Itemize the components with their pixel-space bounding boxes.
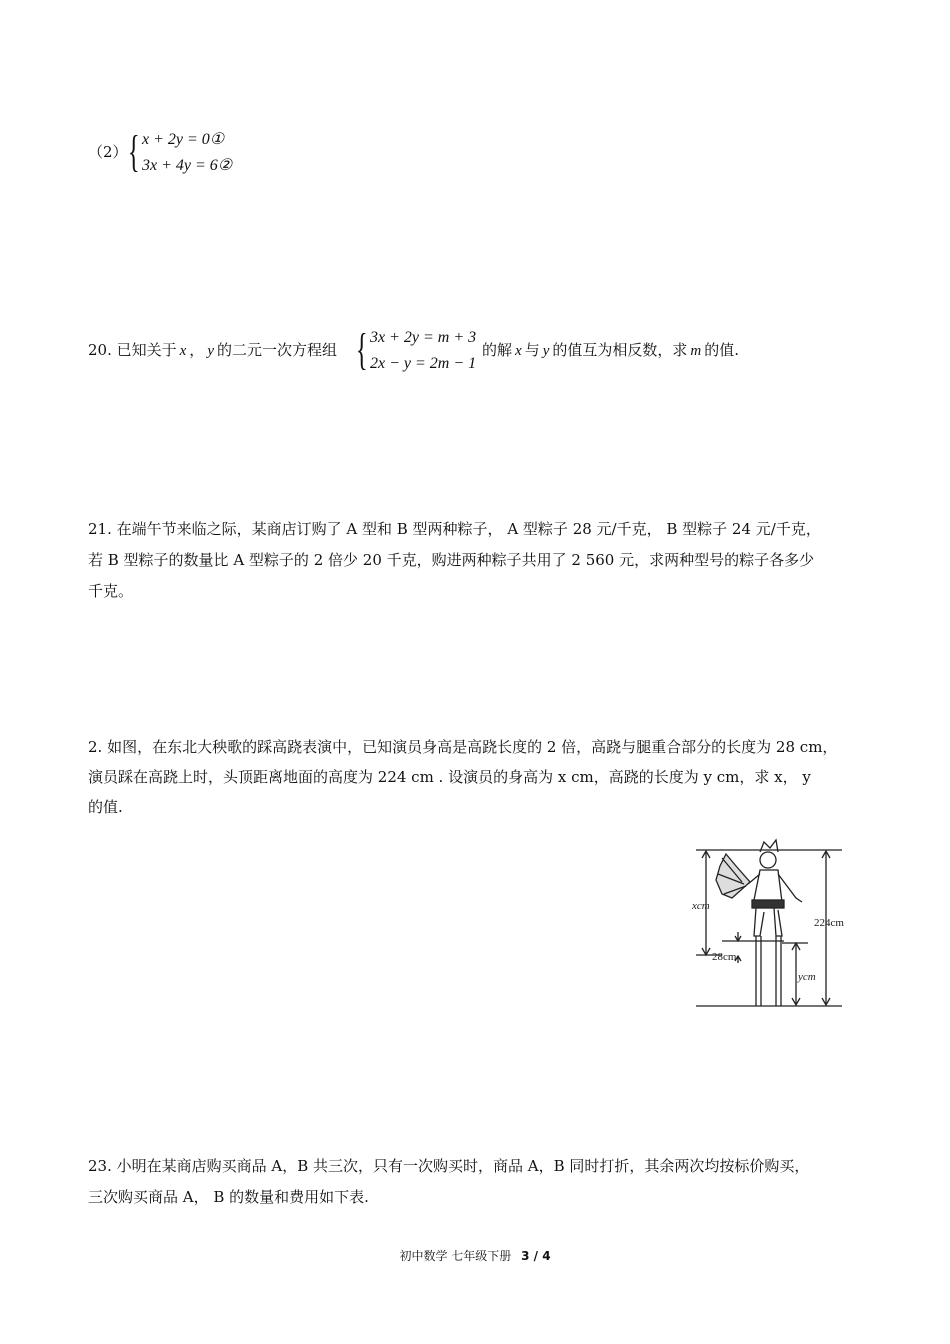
- q22-line3: 的值.: [88, 798, 123, 816]
- q22-line2: 演员踩在高跷上时，头顶距离地面的高度为 224 cm . 设演员的身高为 x cm，高跷的长度为 y cm，求 x， y: [88, 768, 811, 786]
- q19-eq2: 3x + 4y = 6②: [142, 157, 233, 174]
- q20-text: 20. 已知关于 x ， y 的二元一次方程组: [88, 341, 337, 359]
- figure-label-224: 224cm: [814, 917, 844, 929]
- q22-line1: 2. 如图，在东北大秧歌的踩高跷表演中，已知演员身高是高跷长度的 2 倍，高跷与腿重合部分的长度为 28 cm，: [88, 738, 838, 756]
- stilt-figure-svg: [692, 836, 862, 1020]
- q19-brace: {: [128, 127, 140, 176]
- q20: [88, 326, 868, 378]
- q23-line1: 23. 小明在某商店购买商品 A，B 共三次，只有一次购买时，商品 A，B 同时打折，其余两次均按标价购买，: [88, 1157, 810, 1175]
- figure-label-y: ycm: [798, 971, 816, 983]
- q23-line2: 三次购买商品 A， B 的数量和费用如下表.: [88, 1188, 369, 1206]
- q20-brace: {: [356, 325, 368, 374]
- q21-line1: 21. 在端午节来临之际，某商店订购了 A 型和 B 型两种粽子， A 型粽子 28 元/千克， B 型粽子 24 元/千克，: [88, 520, 821, 538]
- q20-eq2: 2x − y = 2m − 1: [370, 355, 477, 372]
- page-number: 3 / 4: [521, 1249, 551, 1263]
- q20-eq1: 3x + 2y = m + 3: [370, 329, 477, 346]
- page-footer: [0, 1247, 950, 1264]
- stilt-figure: [692, 836, 862, 1020]
- q19-eq1: x + 2y = 0①: [142, 131, 225, 148]
- q21-line3: 千克。: [88, 582, 134, 600]
- q20-text-tail: 的解 x 与 y 的值互为相反数，求 m 的值.: [482, 341, 740, 359]
- q19-part2: [88, 128, 288, 180]
- figure-label-x: xcm: [692, 900, 710, 912]
- q21-line2: 若 B 型粽子的数量比 A 型粽子的 2 倍少 20 千克，购进两种粽子共用了 2 560 元，求两种型号的粽子各多少: [88, 551, 815, 569]
- q19-part2-label: （2）: [88, 143, 128, 161]
- footer-text: 初中数学 七年级下册: [399, 1249, 512, 1263]
- figure-label-28: 28cm: [712, 951, 737, 963]
